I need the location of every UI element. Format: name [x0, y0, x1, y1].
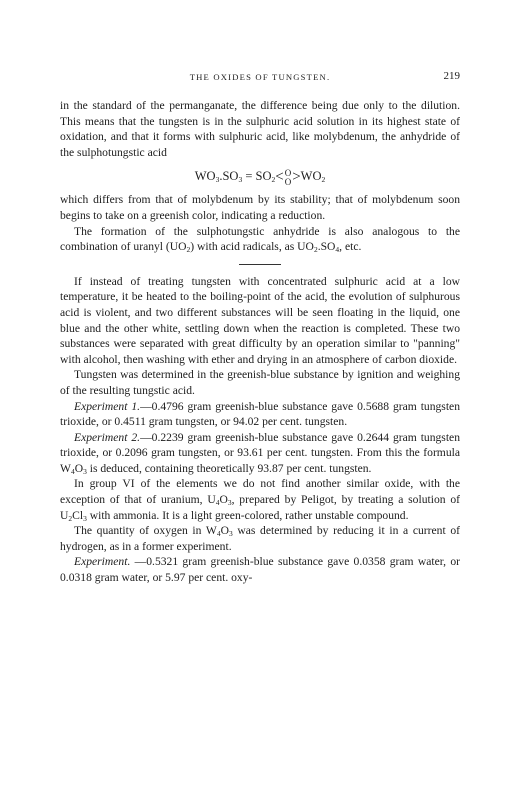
subscript: 4 — [215, 498, 220, 508]
formula-subscript: 3 — [215, 175, 220, 185]
experiment-text: —0.5321 gram greenish-blue substance gave 0.0358 gram water, or 0.0318 gram water, or 5.97 per cent. oxy- — [60, 555, 460, 585]
subscript: 2 — [186, 245, 191, 255]
section-divider — [239, 264, 281, 265]
left-angle-bracket: < — [275, 169, 284, 185]
text-run: O — [219, 493, 228, 507]
paragraph-9 — [60, 523, 460, 554]
subscript: 4 — [335, 245, 340, 255]
formula-part: WO — [300, 169, 322, 184]
text-run: was determined by reducing it in a current of hydrogen, as in a former experiment. — [60, 524, 460, 553]
bridge-oxygen-top: O — [284, 167, 292, 178]
paragraph-3 — [60, 224, 460, 255]
subscript: 3 — [83, 466, 87, 476]
subscript: 3 — [83, 513, 87, 523]
formula-part: SO — [255, 169, 272, 184]
experiment-label: Experiment. — [74, 555, 131, 569]
text-run: The formation of the sulphotungstic anhydride is also analogous to the combination of uranyl (UO — [60, 224, 460, 254]
subscript: 3 — [227, 498, 232, 508]
paragraph-1: in the standard of the permanganate, the difference being due only to the dilution. This means that the tungsten is in the sulphuric acid solution in its highest state of oxidation, and that it forms with sulphuric acid, like molybdenum, the anhydride of the sulphotungstic acid — [60, 99, 460, 159]
formula-dot: . — [219, 169, 223, 184]
text-run: Cl — [72, 508, 84, 522]
text-run: ) with acid radicals, as UO — [190, 240, 314, 254]
right-angle-bracket: > — [292, 169, 301, 185]
text-run: O — [220, 524, 229, 538]
book-page — [60, 70, 460, 586]
subscript: 2 — [68, 513, 73, 523]
text-run: with ammonia. It is a light green-colored, rather unstable compound. — [86, 508, 409, 522]
subscript: 4 — [216, 529, 221, 539]
experiment-1 — [60, 399, 460, 430]
formula-subscript: 2 — [271, 175, 276, 185]
running-head-title: THE OXIDES OF TUNGSTEN. — [189, 72, 331, 82]
paragraph-2: which differs from that of molybdenum by its stability; that of molybdenum soon begins to take on a greenish color, indicating a reduction. — [60, 193, 460, 222]
formula-part: SO — [222, 169, 239, 184]
page-number: 219 — [443, 70, 460, 82]
text-run: is deduced, containing theoretically 93.87 per cent. tungsten. — [86, 461, 372, 475]
page-body — [60, 98, 460, 586]
text-run: .SO — [317, 240, 336, 254]
subscript: 3 — [228, 529, 233, 539]
formula-part: WO — [194, 169, 216, 184]
experiment-label: Experiment 2. — [74, 430, 141, 444]
subscript: 2 — [313, 245, 318, 255]
formula-subscript: 2 — [321, 175, 326, 185]
experiment-2 — [60, 430, 460, 477]
text-run: The quantity of oxygen in W — [74, 524, 217, 538]
text-run: O — [74, 461, 84, 475]
experiment-label: Experiment 1. — [74, 399, 141, 413]
text-run: —0.2239 gram greenish-blue substance gave 0.2644 gram tungsten trioxide, or 0.2096 gram tungsten, or 93.61 per cent. tungsten. From this the formula W — [60, 430, 460, 475]
formula-equals: = — [242, 169, 256, 184]
text-run: , etc. — [339, 240, 362, 254]
experiment-3 — [60, 554, 460, 585]
subscript: 4 — [70, 466, 75, 476]
sulphotungstic-formula — [60, 165, 460, 187]
paragraph-5: Tungsten was determined in the greenish-blue substance by ignition and weighing of the resulting tungstic acid. — [60, 368, 460, 397]
paragraph-4: If instead of treating tungsten with concentrated sulphuric acid at a low temperature, it be heated to the boiling-point of the acid, the evolution of sulphurous acid is violent, and two different substances will be seen floating in the liquid, one blue and the other white, settling down when the reaction is completed. These two substances were separated with great difficulty by an operation similar to "panning" with alcohol, then washing with ether and drying in an atmosphere of carbon dioxide. — [60, 274, 460, 366]
formula-subscript: 3 — [238, 175, 243, 185]
experiment-text: —0.4796 gram greenish-blue substance gave 0.5688 gram tungsten trioxide, or 0.4511 gram tungsten, or 94.02 per cent. tungsten. — [60, 399, 460, 429]
running-head — [60, 70, 460, 88]
bridge-oxygen-bottom: O — [284, 176, 292, 187]
text-run: , prepared by Peligot, by treating a solution of U — [60, 493, 461, 522]
paragraph-8 — [60, 476, 460, 523]
oxygen-bridge — [285, 169, 292, 187]
text-run: In group VI of the elements we do not find another similar oxide, with the exception of that of uranium, U — [60, 477, 460, 507]
